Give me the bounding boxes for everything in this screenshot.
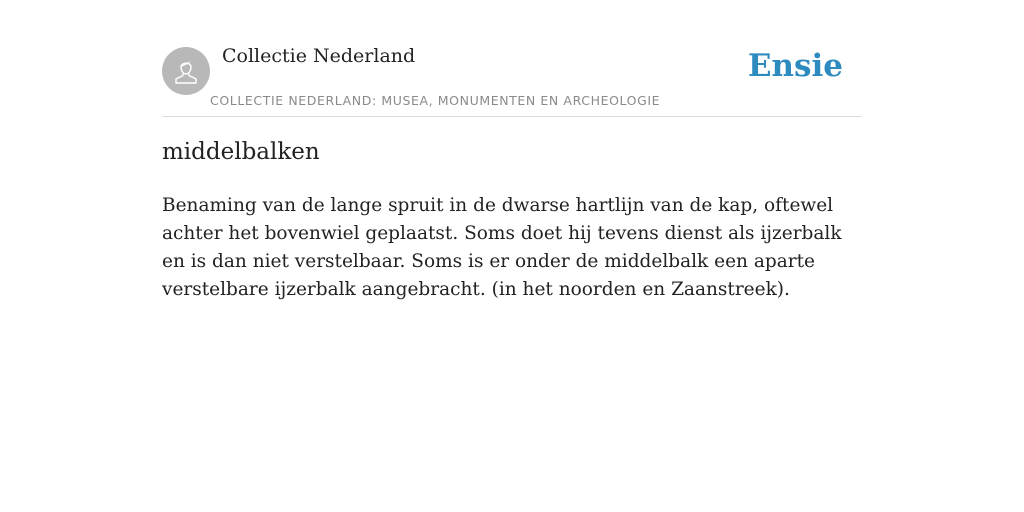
source-label[interactable]: COLLECTIE NEDERLAND: MUSEA, MONUMENTEN EN ARCHEOLOGIE [210,93,661,108]
brand-logo[interactable]: Ensie [747,48,843,84]
entry-definition: Benaming van de lange spruit in de dwarse hartlijn van de kap, oftewel achter het bovenwiel geplaatst. Soms doet hij tevens dienst als ijzerbalk en is dan niet verstelbaar. Soms is er onder de middelbalk een aparte verstelbare ijzerbalk aangebracht. (in het noorden en Zaanstreek). [162,195,842,300]
entry-header [162,40,862,117]
user-outline-icon [171,56,201,86]
author-name[interactable]: Collectie Nederland [222,45,416,67]
entry-term: middelbalken [162,139,320,165]
avatar[interactable] [162,47,210,95]
